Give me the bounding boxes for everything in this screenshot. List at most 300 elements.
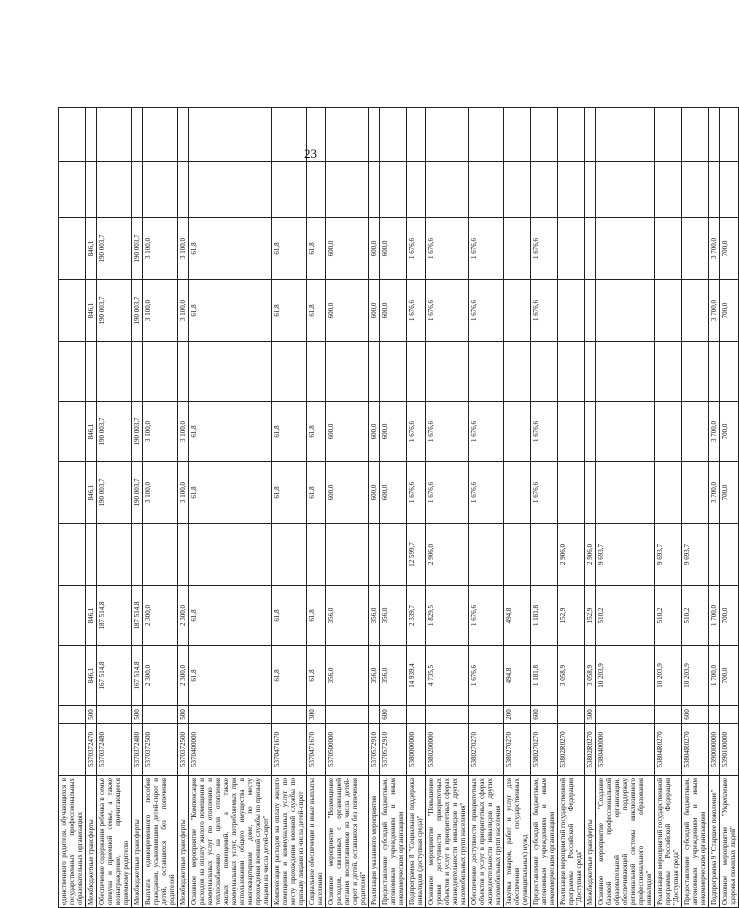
amount-cell: 600,0 <box>380 280 407 342</box>
expense-type-cell <box>426 706 469 724</box>
amount-cell <box>326 162 369 218</box>
expense-type-cell <box>59 706 86 724</box>
expense-type-cell <box>469 706 504 724</box>
amount-cell <box>469 108 504 162</box>
amount-cell: 1 676,6 <box>469 586 504 646</box>
table-row <box>97 108 132 908</box>
amount-cell <box>272 342 307 402</box>
amount-cell <box>59 280 86 342</box>
amount-cell <box>272 162 307 218</box>
amount-cell <box>426 108 469 162</box>
amount-cell <box>426 342 469 402</box>
amount-cell <box>585 162 596 218</box>
amount-cell <box>326 108 369 162</box>
amount-cell: 1 676,6 <box>531 280 558 342</box>
amount-cell: 3 700,0 <box>709 462 720 524</box>
amount-cell: 190 003,7 <box>132 218 143 280</box>
table-row <box>531 108 558 908</box>
amount-cell <box>585 280 596 342</box>
amount-cell: 356,0 <box>380 586 407 646</box>
row-name-cell: Межбюджетные трансферты <box>86 776 97 908</box>
amount-cell <box>585 462 596 524</box>
target-code-cell: 5370372500 <box>143 724 178 776</box>
target-code-cell: 5370372480 <box>132 724 143 776</box>
row-name-cell: единственного родителя, обучающихся в государственных профессиональных образовательных организациях <box>59 776 86 908</box>
amount-cell <box>709 524 720 586</box>
amount-cell: 700,0 <box>720 280 739 342</box>
amount-cell: 190 003,7 <box>97 280 132 342</box>
amount-cell <box>682 402 709 462</box>
table-row <box>132 108 143 908</box>
amount-cell: 600,0 <box>326 218 369 280</box>
amount-cell: 494,8 <box>504 646 531 706</box>
amount-cell <box>585 402 596 462</box>
amount-cell <box>655 162 682 218</box>
amount-cell <box>426 162 469 218</box>
amount-cell: 1 829,5 <box>426 586 469 646</box>
target-code-cell: 5380200000 <box>426 724 469 776</box>
target-code-cell <box>59 724 86 776</box>
target-code-cell: 5390000000 <box>709 724 720 776</box>
amount-cell: 3 100,0 <box>178 218 189 280</box>
amount-cell: 3 700,0 <box>709 280 720 342</box>
expense-type-cell <box>143 706 178 724</box>
target-code-cell: 53802R0270 <box>585 724 596 776</box>
amount-cell <box>720 162 739 218</box>
expense-type-cell: 600 <box>682 706 709 724</box>
amount-cell <box>178 342 189 402</box>
amount-cell: 190 003,7 <box>132 462 143 524</box>
amount-cell: 61,8 <box>307 402 326 462</box>
amount-cell <box>655 280 682 342</box>
amount-cell: 600,0 <box>326 462 369 524</box>
expense-type-cell: 500 <box>132 706 143 724</box>
expense-type-cell <box>272 706 307 724</box>
amount-cell <box>59 646 86 706</box>
target-code-cell: 5370500000 <box>326 724 369 776</box>
row-name-cell: Предоставление субсидий бюджетным, автономным учреждениям и иным некоммерческим организациям <box>531 776 558 908</box>
amount-cell: 2 906,0 <box>558 524 585 586</box>
amount-cell: 356,0 <box>326 646 369 706</box>
amount-cell <box>143 524 178 586</box>
amount-cell: 846,1 <box>86 586 97 646</box>
amount-cell: 510,2 <box>596 586 655 646</box>
amount-cell <box>59 462 86 524</box>
amount-cell <box>407 162 426 218</box>
target-code-cell: 5370572910 <box>380 724 407 776</box>
table-row <box>407 108 426 908</box>
target-code-cell: 53804R0270 <box>655 724 682 776</box>
row-name-cell: Межбюджетные трансферты <box>178 776 189 908</box>
target-code-cell: 5380270270 <box>504 724 531 776</box>
amount-cell <box>469 524 504 586</box>
amount-cell <box>178 524 189 586</box>
amount-cell: 1 676,6 <box>469 462 504 524</box>
amount-cell <box>369 524 380 586</box>
budget-table <box>58 107 739 908</box>
target-code-cell: 5370572910 <box>369 724 380 776</box>
amount-cell: 600,0 <box>380 462 407 524</box>
amount-cell: 3 058,9 <box>585 646 596 706</box>
amount-cell <box>380 108 407 162</box>
expense-type-cell <box>596 706 655 724</box>
table-row <box>709 108 720 908</box>
amount-cell <box>558 108 585 162</box>
row-name-cell: Предоставление субсидий бюджетным, автономным учреждениям и иным некоммерческим организациям <box>682 776 709 908</box>
table-row <box>655 108 682 908</box>
amount-cell: 600,0 <box>369 218 380 280</box>
amount-cell: 61,8 <box>272 462 307 524</box>
amount-cell: 600,0 <box>369 462 380 524</box>
amount-cell <box>307 524 326 586</box>
amount-cell <box>97 342 132 402</box>
amount-cell: 1 676,6 <box>426 280 469 342</box>
amount-cell <box>178 162 189 218</box>
amount-cell <box>682 108 709 162</box>
amount-cell <box>558 280 585 342</box>
amount-cell: 14 939,4 <box>407 646 426 706</box>
amount-cell: 2 300,0 <box>143 586 178 646</box>
amount-cell: 600,0 <box>326 280 369 342</box>
expense-type-cell <box>709 706 720 724</box>
amount-cell: 356,0 <box>326 586 369 646</box>
amount-cell: 1 676,6 <box>426 402 469 462</box>
amount-cell <box>596 462 655 524</box>
amount-cell <box>709 108 720 162</box>
amount-cell <box>326 342 369 402</box>
amount-cell: 1 676,6 <box>531 218 558 280</box>
row-name-cell: Компенсация расходов на оплату жилого помещения и коммунальных услуг по месту прохождения военной службы по призыву лицами из числа детей-сирот <box>272 776 307 908</box>
amount-cell: 1 676,6 <box>469 402 504 462</box>
amount-cell: 1 676,6 <box>469 280 504 342</box>
amount-cell: 1 676,6 <box>426 462 469 524</box>
amount-cell: 9 693,7 <box>655 524 682 586</box>
amount-cell <box>682 462 709 524</box>
row-name-cell: Основное мероприятие "Компенсация расходов на оплату жилого помещения и коммунальных услуг по отоплению и теплоснабжению на цели отопления жилых помещений, а также коммунальных услуг, потребляемых при использовании общего имущества в многоквартирном доме, по месту прохождения военной службы по призыву лицами из числа детей-сирот" <box>189 776 272 908</box>
amount-cell: 152,9 <box>585 586 596 646</box>
amount-cell: 61,8 <box>189 402 272 462</box>
amount-cell: 2 300,0 <box>143 646 178 706</box>
amount-cell <box>132 524 143 586</box>
amount-cell: 600,0 <box>369 402 380 462</box>
amount-cell: 187 514,8 <box>97 586 132 646</box>
amount-cell <box>720 342 739 402</box>
amount-cell: 61,8 <box>189 586 272 646</box>
row-name-cell: Основное мероприятие "Возмещение расходов, связанных с организацией питания воспитанников из числа детей-сирот и детей, оставшихся без попечения родителей" <box>326 776 369 908</box>
amount-cell: 9 693,7 <box>682 524 709 586</box>
amount-cell <box>178 108 189 162</box>
amount-cell: 510,2 <box>682 586 709 646</box>
table-row <box>504 108 531 908</box>
rotated-table-container <box>58 148 737 908</box>
amount-cell <box>189 162 272 218</box>
target-code-cell: 5370471670 <box>272 724 307 776</box>
amount-cell: 2 300,0 <box>178 646 189 706</box>
amount-cell <box>59 586 86 646</box>
amount-cell: 846,1 <box>86 218 97 280</box>
amount-cell: 1 181,8 <box>531 646 558 706</box>
amount-cell <box>531 162 558 218</box>
amount-cell: 61,8 <box>272 586 307 646</box>
amount-cell <box>380 342 407 402</box>
row-name-cell: Социальное обеспечение и иные выплаты населению <box>307 776 326 908</box>
amount-cell <box>558 402 585 462</box>
amount-cell <box>720 524 739 586</box>
amount-cell: 356,0 <box>369 586 380 646</box>
amount-cell <box>596 280 655 342</box>
amount-cell: 1 181,8 <box>531 586 558 646</box>
amount-cell: 600,0 <box>380 402 407 462</box>
page-number: 23 <box>304 146 317 161</box>
amount-cell <box>469 342 504 402</box>
amount-cell <box>189 524 272 586</box>
amount-cell <box>59 342 86 402</box>
amount-cell: 1 700,0 <box>709 586 720 646</box>
amount-cell <box>307 108 326 162</box>
amount-cell: 152,9 <box>558 586 585 646</box>
target-code-cell: 5370372480 <box>97 724 132 776</box>
target-code-cell: 5370372470 <box>86 724 97 776</box>
amount-cell <box>558 218 585 280</box>
table-row <box>682 108 709 908</box>
expense-type-cell <box>326 706 369 724</box>
amount-cell: 846,1 <box>86 646 97 706</box>
amount-cell: 190 003,7 <box>97 218 132 280</box>
row-name-cell: Реализация мероприятий государственной программы Российской Федерации "Доступная среда" <box>655 776 682 908</box>
expense-type-cell <box>720 706 739 724</box>
target-code-cell: 5370400000 <box>189 724 272 776</box>
expense-type-cell: 600 <box>531 706 558 724</box>
amount-cell: 846,1 <box>86 462 97 524</box>
table-row <box>369 108 380 908</box>
target-code-cell: 5380270270 <box>531 724 558 776</box>
amount-cell: 3 100,0 <box>143 402 178 462</box>
row-name-cell: Реализация мероприятий государственной программы Российской Федерации "Доступная среда" <box>558 776 585 908</box>
row-name-cell: Подпрограмма 8 "Социальная поддержка инвалидов (доступная среда)" <box>407 776 426 908</box>
expense-type-cell <box>189 706 272 724</box>
amount-cell: 846,1 <box>86 280 97 342</box>
target-code-cell: 5380400000 <box>596 724 655 776</box>
amount-cell <box>307 162 326 218</box>
expense-type-cell <box>655 706 682 724</box>
amount-cell: 12 599,7 <box>407 524 426 586</box>
amount-cell: 61,8 <box>272 280 307 342</box>
amount-cell <box>709 162 720 218</box>
amount-cell <box>369 162 380 218</box>
amount-cell: 700,0 <box>720 586 739 646</box>
amount-cell <box>504 218 531 280</box>
target-code-cell: 5370471670 <box>307 724 326 776</box>
amount-cell: 2 300,0 <box>178 586 189 646</box>
amount-cell: 167 514,8 <box>132 646 143 706</box>
expense-type-cell <box>369 706 380 724</box>
amount-cell: 1 676,6 <box>426 218 469 280</box>
amount-cell <box>682 162 709 218</box>
amount-cell <box>369 108 380 162</box>
row-name-cell: Закупка товаров, работ и услуг для обеспечения государственных (муниципальных) нужд <box>504 776 531 908</box>
amount-cell: 600,0 <box>380 218 407 280</box>
amount-cell <box>655 342 682 402</box>
amount-cell <box>407 342 426 402</box>
amount-cell: 1 676,6 <box>531 462 558 524</box>
row-name-cell: Межбюджетные трансферты <box>132 776 143 908</box>
amount-cell: 1 676,6 <box>407 402 426 462</box>
amount-cell: 61,8 <box>272 402 307 462</box>
expense-type-cell: 600 <box>380 706 407 724</box>
amount-cell <box>682 342 709 402</box>
row-name-cell: Подпрограмма 9 "Старшее поколение" <box>709 776 720 908</box>
expense-type-cell: 500 <box>178 706 189 724</box>
amount-cell <box>407 108 426 162</box>
amount-cell <box>59 218 86 280</box>
row-name-cell: Обеспечение содержания ребенка в семье опекуна и приемной семье, а также вознаграждение, причитающееся приемному родителю <box>97 776 132 908</box>
amount-cell <box>59 402 86 462</box>
amount-cell <box>272 524 307 586</box>
amount-cell <box>143 162 178 218</box>
amount-cell: 3 100,0 <box>143 218 178 280</box>
table-row <box>178 108 189 908</box>
expense-type-cell <box>558 706 585 724</box>
row-name-cell: Межбюджетные трансферты <box>585 776 596 908</box>
amount-cell: 10 203,9 <box>655 646 682 706</box>
amount-cell: 2 339,7 <box>407 586 426 646</box>
amount-cell <box>97 524 132 586</box>
amount-cell: 600,0 <box>326 402 369 462</box>
table-row <box>469 108 504 908</box>
amount-cell: 61,8 <box>272 218 307 280</box>
amount-cell: 1 700,0 <box>709 646 720 706</box>
row-name-cell: Предоставление субсидий бюджетным, автономным учреждениям и иным некоммерческим организациям <box>380 776 407 908</box>
amount-cell <box>585 108 596 162</box>
target-code-cell: 5390100000 <box>720 724 739 776</box>
amount-cell <box>86 108 97 162</box>
amount-cell <box>655 218 682 280</box>
amount-cell <box>655 402 682 462</box>
table-row <box>272 108 307 908</box>
amount-cell <box>504 162 531 218</box>
target-code-cell: 5380000000 <box>407 724 426 776</box>
amount-cell: 61,8 <box>307 462 326 524</box>
amount-cell: 1 676,6 <box>531 402 558 462</box>
amount-cell <box>682 280 709 342</box>
expense-type-cell <box>97 706 132 724</box>
amount-cell: 61,8 <box>189 280 272 342</box>
table-row <box>86 108 97 908</box>
amount-cell <box>596 402 655 462</box>
amount-cell: 3 100,0 <box>178 462 189 524</box>
amount-cell <box>380 524 407 586</box>
amount-cell <box>97 108 132 162</box>
target-code-cell: 5370372500 <box>178 724 189 776</box>
amount-cell: 2 906,0 <box>426 524 469 586</box>
amount-cell: 3 700,0 <box>709 402 720 462</box>
amount-cell: 9 693,7 <box>596 524 655 586</box>
amount-cell <box>469 162 504 218</box>
target-code-cell: 5380270270 <box>469 724 504 776</box>
row-name-cell: Основное мероприятие "Повышение уровня доступности приоритетных объектов и услуг в приоритетных сферах жизнедеятельности инвалидов и других маломобильных групп населения" <box>426 776 469 908</box>
amount-cell <box>59 108 86 162</box>
amount-cell <box>272 108 307 162</box>
amount-cell: 510,2 <box>655 586 682 646</box>
table-row <box>720 108 739 908</box>
row-name-cell: Обеспечение доступности приоритетных объектов и услуг в приоритетных сферах жизнедеятельности инвалидов и других маломобильных групп населения <box>469 776 504 908</box>
amount-cell <box>596 162 655 218</box>
table-row <box>426 108 469 908</box>
amount-cell: 700,0 <box>720 218 739 280</box>
amount-cell <box>132 342 143 402</box>
amount-cell: 700,0 <box>720 646 739 706</box>
table-row <box>143 108 178 908</box>
table-row <box>558 108 585 908</box>
expense-type-cell: 500 <box>86 706 97 724</box>
table-row <box>585 108 596 908</box>
amount-cell: 356,0 <box>380 646 407 706</box>
amount-cell <box>596 108 655 162</box>
table-row <box>59 108 86 908</box>
row-name-cell: Основное мероприятие "Укрепление здоровья пожилых людей" <box>720 776 739 908</box>
amount-cell: 61,8 <box>307 280 326 342</box>
amount-cell: 600,0 <box>369 280 380 342</box>
amount-cell <box>504 342 531 402</box>
amount-cell <box>531 342 558 402</box>
amount-cell: 61,8 <box>189 462 272 524</box>
amount-cell: 61,8 <box>307 646 326 706</box>
amount-cell <box>682 218 709 280</box>
amount-cell <box>596 342 655 402</box>
table-row <box>596 108 655 908</box>
row-name-cell: Выплата единовременного пособия гражданам, усыновившим детей-сирот и детей, оставшихся без попечения родителей <box>143 776 178 908</box>
amount-cell <box>655 462 682 524</box>
amount-cell <box>86 162 97 218</box>
amount-cell: 3 058,9 <box>558 646 585 706</box>
amount-cell <box>558 162 585 218</box>
amount-cell: 3 100,0 <box>143 462 178 524</box>
expense-type-cell: 300 <box>307 706 326 724</box>
amount-cell <box>655 108 682 162</box>
amount-cell <box>504 108 531 162</box>
amount-cell <box>132 162 143 218</box>
amount-cell: 700,0 <box>720 402 739 462</box>
expense-type-cell <box>407 706 426 724</box>
amount-cell: 3 100,0 <box>178 280 189 342</box>
amount-cell <box>59 162 86 218</box>
amount-cell <box>720 108 739 162</box>
amount-cell: 10 203,9 <box>596 646 655 706</box>
amount-cell: 4 735,5 <box>426 646 469 706</box>
amount-cell: 10 203,9 <box>682 646 709 706</box>
amount-cell <box>709 342 720 402</box>
amount-cell <box>585 342 596 402</box>
amount-cell: 190 003,7 <box>132 402 143 462</box>
table-row <box>307 108 326 908</box>
amount-cell: 1 676,6 <box>407 462 426 524</box>
amount-cell <box>558 462 585 524</box>
amount-cell: 3 100,0 <box>178 402 189 462</box>
amount-cell <box>504 402 531 462</box>
amount-cell: 61,8 <box>189 646 272 706</box>
amount-cell <box>504 524 531 586</box>
amount-cell: 61,8 <box>307 586 326 646</box>
amount-cell <box>326 524 369 586</box>
amount-cell <box>307 342 326 402</box>
amount-cell: 1 676,6 <box>407 218 426 280</box>
amount-cell <box>504 462 531 524</box>
amount-cell <box>86 342 97 402</box>
amount-cell: 1 676,6 <box>407 280 426 342</box>
expense-type-cell: 500 <box>585 706 596 724</box>
amount-cell: 190 003,7 <box>97 402 132 462</box>
table-row <box>326 108 369 908</box>
